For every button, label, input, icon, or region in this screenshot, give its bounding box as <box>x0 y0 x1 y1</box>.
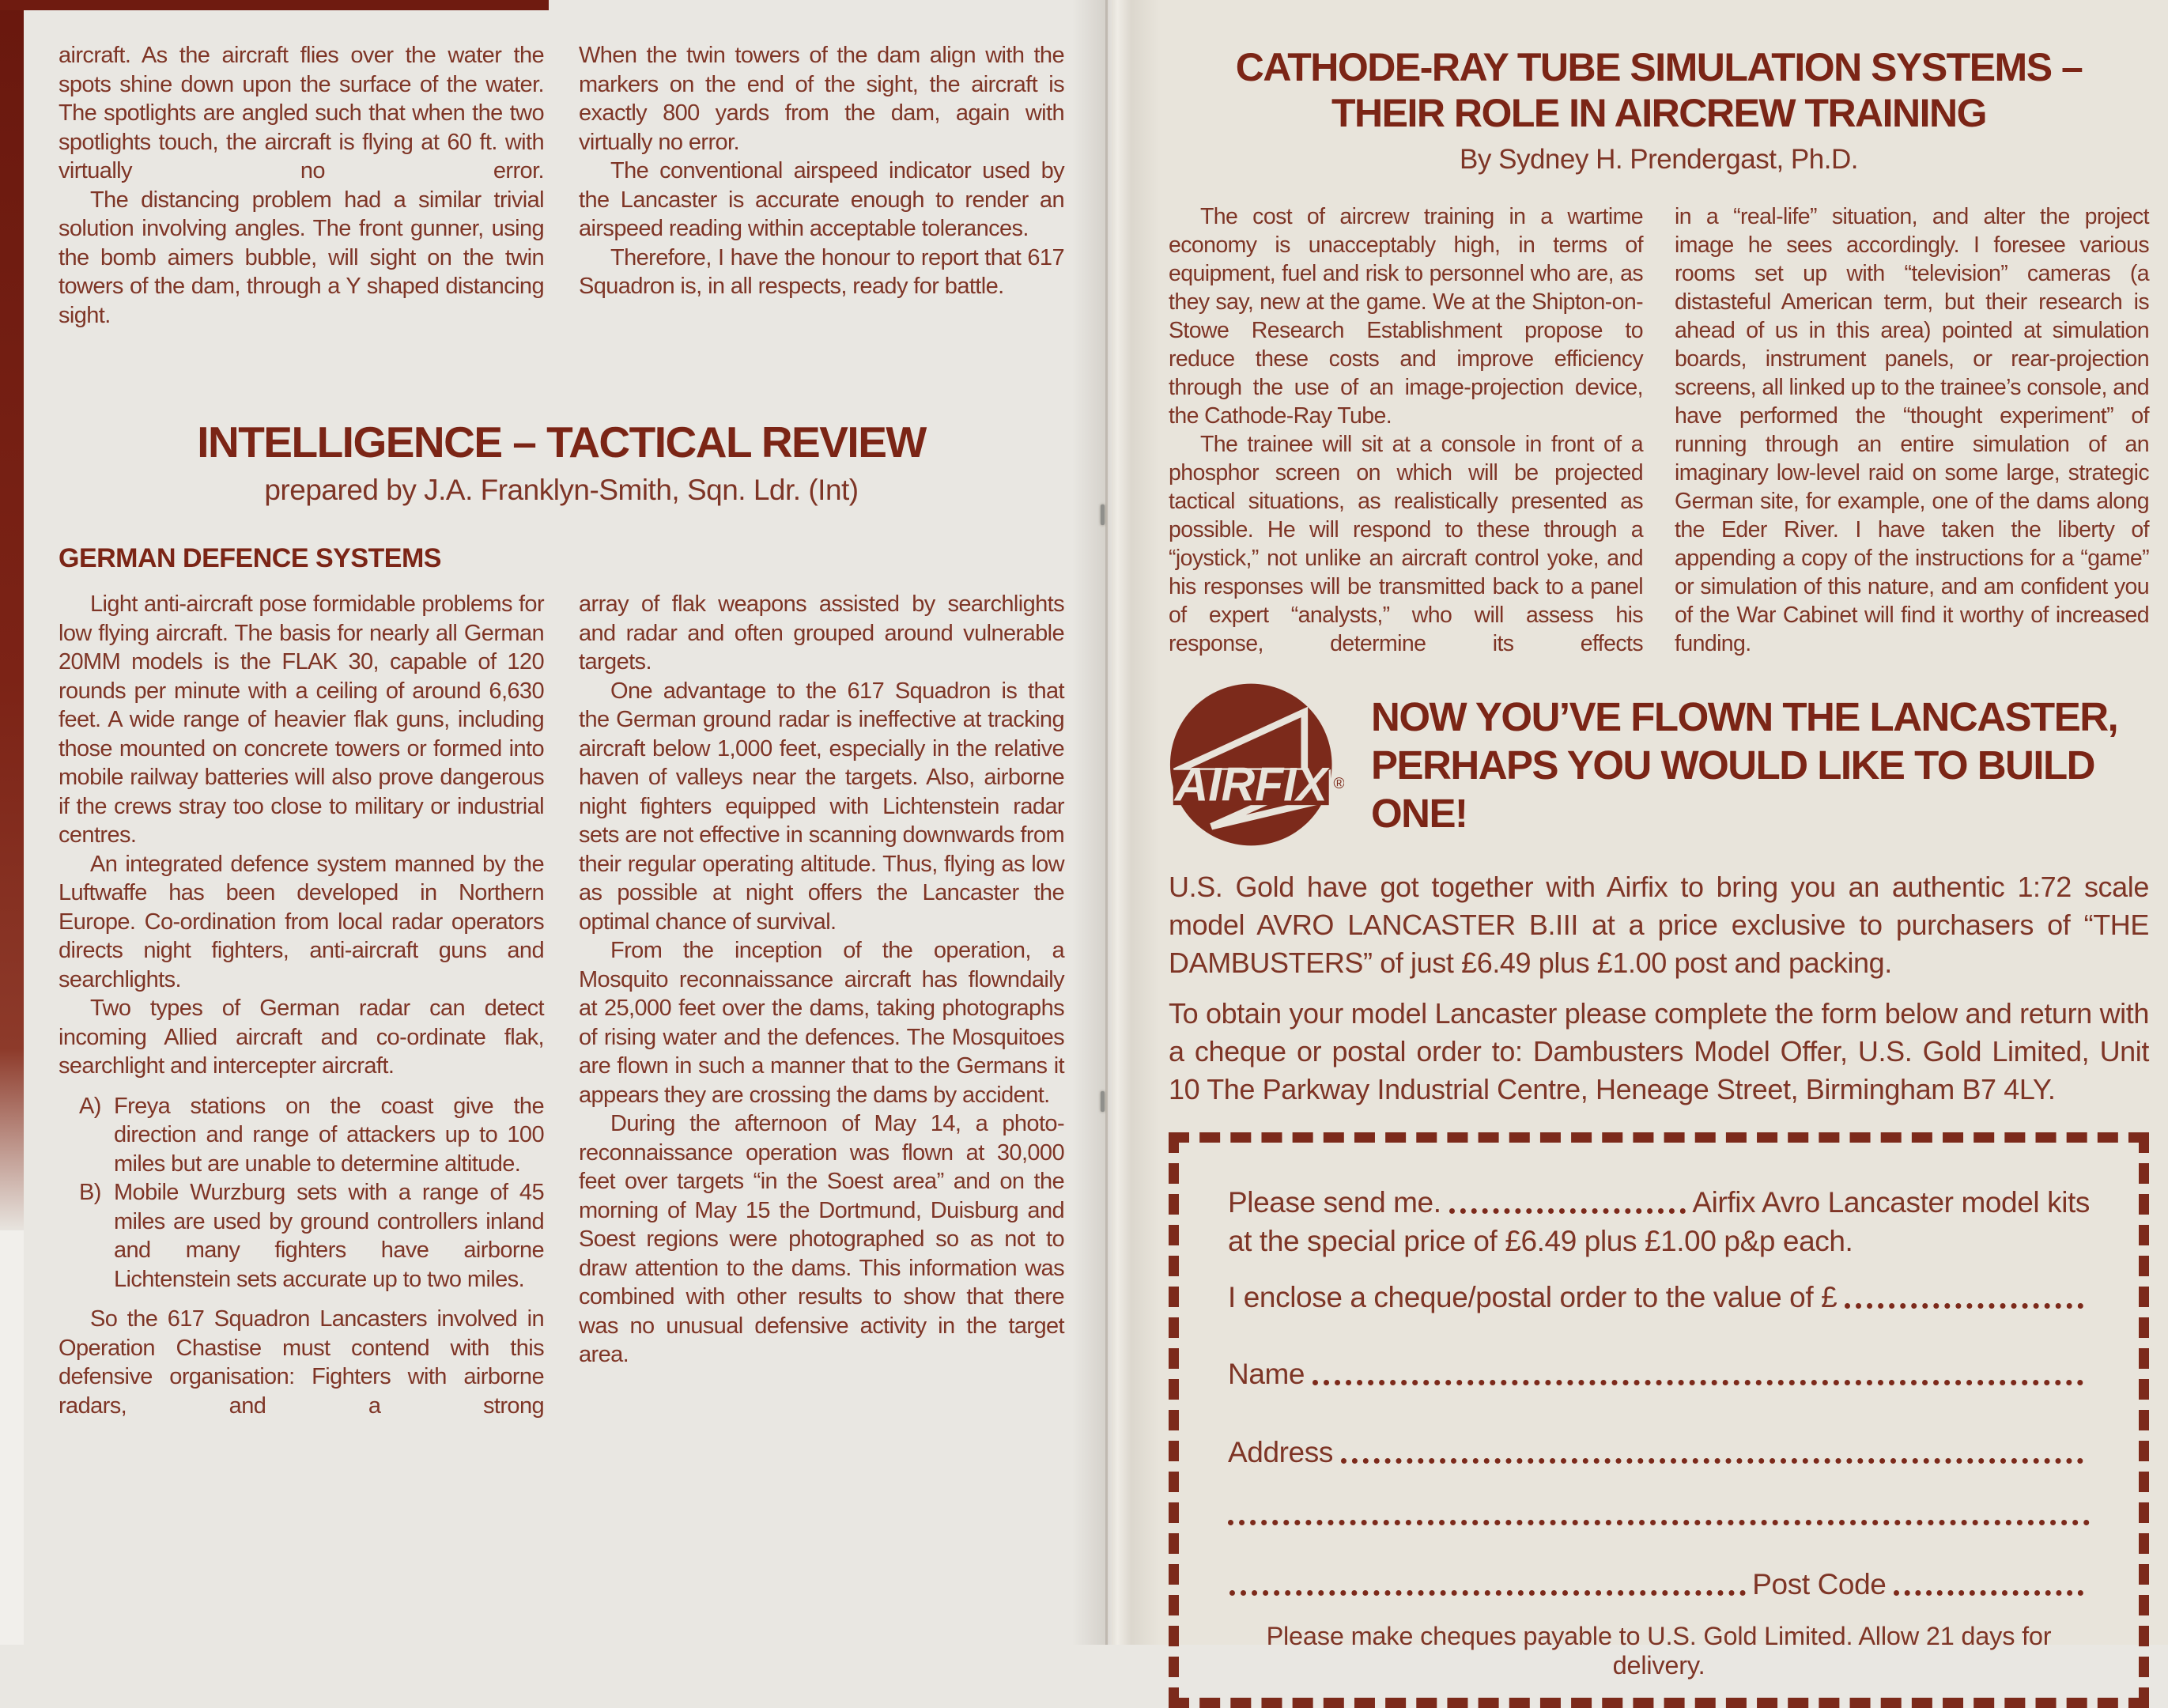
paragraph: U.S. Gold have got together with Airfix to bring you an authentic 1:72 scale model AVRO LANCASTER B.III at a price exclusive to purchasers of “THE DAMBUSTERS” of just £6.49 plus £1.00 post and packing. <box>1169 871 2149 979</box>
coupon-note: Please make cheques payable to U.S. Gold Limited. Allow 21 days for delivery. <box>1266 1622 2052 1680</box>
airfix-logo-text: AIRFIX <box>1173 758 1330 811</box>
defence-systems-section <box>59 590 1064 1420</box>
paragraph: Light anti-aircraft pose formidable problems for low flying aircraft. The basis for nearly all German 20MM models is the FLAK 30, capable of 120 rounds per minute with a ceiling of around 6,630 feet. A wide range of heavier flak guns, including those mounted on concrete towers or formed into mobile railway batteries will also prove dangerous if the crews stray too close to military or industrial centres. <box>59 591 544 848</box>
article-title-line1: CATHODE-RAY TUBE SIMULATION SYSTEMS – <box>1235 45 2083 89</box>
right-column-1 <box>1169 202 1643 658</box>
cheque-value-label: I enclose a cheque/postal order to the value of £ <box>1228 1281 1838 1313</box>
model-offer <box>1169 868 2149 1109</box>
article-title-line2: THEIR ROLE IN AIRCREW TRAINING <box>1331 91 1987 135</box>
list-text: Freya stations on the coast give the direction and range of attackers up to 100 miles but are unable to determine altitude. <box>114 1093 544 1177</box>
registered-mark: ® <box>1333 775 1344 792</box>
address-field-2[interactable] <box>1228 1520 2090 1525</box>
list-item-b <box>59 1178 544 1294</box>
address-field[interactable] <box>1341 1458 2083 1464</box>
order-quantity-field[interactable] <box>1449 1208 1686 1214</box>
paragraph: An integrated defence system manned by the Luftwaffe has been developed in Northern Europe. Co-ordination from local radar operators directs night fighters, anti-aircraft guns and searchlights. <box>59 851 544 992</box>
paragraph: in a “real-life” situation, and alter the project image he sees accordingly. I foresee various rooms set up with “television” cameras (a distasteful American term, but their research is ahead of us in this area) pointed at simulation boards, instrument panels, or rear-projection screens, all linked up to the trainee’s console, and have performed the “thought experiment” of running through an entire simulation of an imaginary low-level raid on some large, strategic German site, for example, one of the dams along the Eder River. I have taken the liberty of appending a copy of the instructions for a “game” or simulation of this nature, and am confident you of the War Cabinet will find it worthy of increased funding. <box>1675 204 2149 656</box>
article-byline: By Sydney H. Prendergast, Ph.D. <box>1460 144 1858 175</box>
order-quantity-row <box>1228 1184 2090 1221</box>
paragraph: To obtain your model Lancaster please complete the form below and return with a cheque or postal order to: Dambusters Model Offer, U.S. Gold Limited, Unit 10 The Parkway Industrial Centre, Heneage Street, Birmingham B7 4LY. <box>1169 997 2149 1105</box>
right-page <box>1169 44 2149 1708</box>
promo-headline <box>1371 693 2149 837</box>
paragraph: array of flak weapons assisted by searchlights and radar and often grouped around vulnerable targets. <box>579 591 1064 675</box>
airfix-banner <box>1169 678 2149 851</box>
list-item-a <box>59 1092 544 1179</box>
staple-bottom <box>1101 1091 1105 1112</box>
paragraph: The cost of aircrew training in a wartime economy is unacceptably high, in terms of equipment, fuel and risk to personnel who are, as they say, new at the game. We at the Shipton-on-Stowe Research Establishment propose to reduce these costs and improve efficiency through the use of an image-projection device, the Cathode-Ray Tube. <box>1169 204 1643 429</box>
right-column-2 <box>1675 202 2149 658</box>
paragraph: During the afternoon of May 14, a photo-reconnaissance operation was flown at 30,000 feet over targets “in the Soest area” and on the morning of May 15 the Dortmund, Duisburg and Soest regions were photographed so as not to draw attention to the dams. This information was combined with other results to show that there was no unusual defensive activity in the target area. <box>579 1111 1064 1367</box>
paragraph: The trainee will sit at a console in front of a phosphor screen on which will be projected tactical situations, as realistically presented as possible. He will respond to these through a “joystick,” not unlike an aircraft control yoke, and his responses will be transmitted back to a panel of expert “analysts,” who will assess his response, determine its effects <box>1169 432 1643 656</box>
airfix-logo-graphic <box>1169 678 1344 851</box>
list-marker: A) <box>79 1093 101 1119</box>
address-row-2 <box>1228 1520 2090 1532</box>
address-row <box>1228 1434 2090 1471</box>
article-body <box>1169 202 2149 658</box>
left-main-column-1 <box>59 590 544 1420</box>
paragraph: aircraft. As the aircraft flies over the water the spots shine down upon the surface of the water. The spotlights are angled such that when the two spotlights touch, the aircraft is flying at 60 ft. with virtually no error. <box>59 43 544 183</box>
paragraph: The distancing problem had a similar trivial solution involving angles. The front gunner, using the bomb aimers bubble, will sight on the twin towers of the dam, through a Y shaped distancing sight. <box>59 187 544 328</box>
list-text: Mobile Wurzburg sets with a range of 45 miles are used by ground controllers inland and many fighters have airborne Lichtenstein sets accurate up to two miles. <box>114 1180 544 1292</box>
airfix-logo <box>1169 678 1344 851</box>
name-label: Name <box>1228 1358 1305 1390</box>
page-edge <box>1105 0 1108 1645</box>
left-top-column-1 <box>59 41 544 377</box>
paragraph: From the inception of the operation, a Mosquito reconnaissance aircraft has flowndaily at 25,000 feet over the dams, taking photographs of rising water and the defences. The Mosquitoes are flown in such a manner that to the Germans it appears they are crossing the dams by accident. <box>579 938 1064 1108</box>
cover-edge-top <box>0 0 549 10</box>
page-corner-highlight <box>0 1230 24 1645</box>
cover-edge-left <box>0 0 24 1234</box>
promo-headline-line1: NOW YOU’VE FLOWN THE LANCASTER, <box>1371 693 2118 739</box>
paragraph: So the 617 Squadron Lancasters involved in Operation Chastise must contend with this defensive organisation: Fighters with airborne radars, and a strong <box>59 1306 544 1419</box>
section-byline: prepared by J.A. Franklyn-Smith, Sqn. Ldr. (Int) <box>264 474 859 506</box>
order-form-coupon <box>1169 1132 2149 1708</box>
name-field[interactable] <box>1313 1380 2083 1385</box>
left-page <box>59 41 1064 1420</box>
order-price-text: at the special price of £6.49 plus £1.00 p&p each. <box>1228 1225 1853 1257</box>
postcode-label: Post Code <box>1752 1568 1887 1600</box>
article-title <box>1169 44 2149 136</box>
address-field-3[interactable] <box>1229 1590 1746 1596</box>
cheque-value-row <box>1228 1279 2090 1316</box>
continuation-section <box>59 41 1064 377</box>
paragraph: Therefore, I have the honour to report that 617 Squadron is, in all respects, ready for battle. <box>579 244 1064 299</box>
section-title: INTELLIGENCE – TACTICAL REVIEW <box>197 418 926 467</box>
left-top-column-2 <box>579 41 1064 377</box>
cheque-value-field[interactable] <box>1845 1303 2083 1309</box>
paragraph: Two types of German radar can detect incoming Allied aircraft and co-ordinate flak, searchlight and intercepter aircraft. <box>59 996 544 1079</box>
list-marker: B) <box>79 1180 101 1205</box>
order-price-row <box>1228 1222 2090 1260</box>
order-quantity-suffix: Airfix Avro Lancaster model kits <box>1692 1186 2090 1219</box>
postcode-field[interactable] <box>1894 1590 2083 1596</box>
paragraph: The conventional airspeed indicator used by the Lancaster is accurate enough to render an airspeed reading within acceptable tolerances. <box>579 158 1064 241</box>
address-label: Address <box>1228 1436 1333 1468</box>
subsection-heading: GERMAN DEFENCE SYSTEMS <box>59 543 441 573</box>
paragraph: When the twin towers of the dam align with the markers on the end of the sight, the aircraft is exactly 800 yards from the dam, again with virtually no error. <box>579 43 1064 155</box>
paragraph: One advantage to the 617 Squadron is that the German ground radar is ineffective at tracking aircraft below 1,000 feet, especially in the relative haven of valleys near the targets. Also, airborne night fighters equipped with Lichtenstein radar sets are not effective in scanning downwards from their regular operating altitude. Thus, flying as low as possible at night offers the Lancaster the optimal chance of survival. <box>579 678 1064 935</box>
name-row <box>1228 1355 2090 1392</box>
order-quantity-label: Please send me. <box>1228 1186 1441 1219</box>
page-gutter-fold <box>1072 0 1159 1645</box>
postcode-row <box>1228 1566 2090 1603</box>
left-main-column-2 <box>579 590 1064 1420</box>
promo-headline-line2: PERHAPS YOU WOULD LIKE TO BUILD ONE! <box>1371 742 2095 836</box>
staple-top <box>1101 504 1105 525</box>
